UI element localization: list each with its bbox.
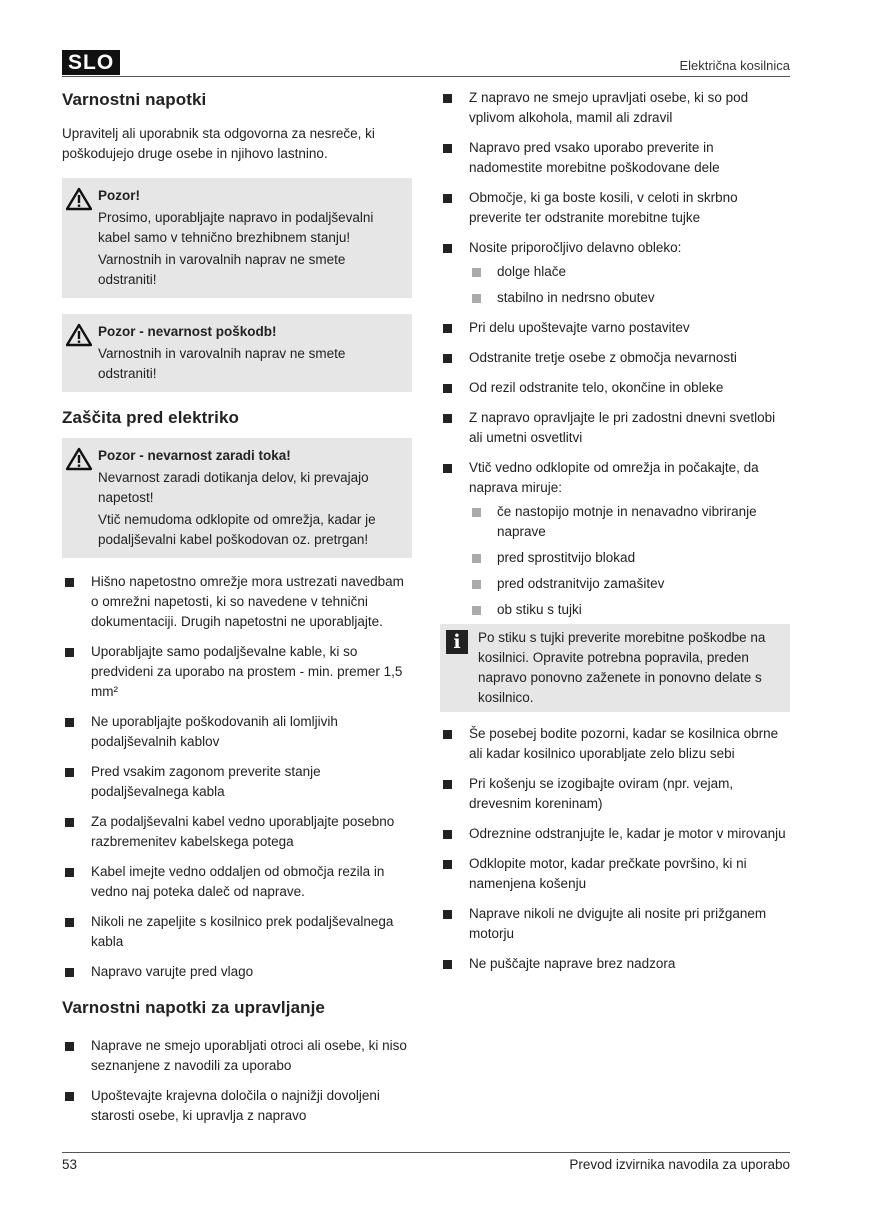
bullet-square-icon xyxy=(65,718,74,727)
list-item xyxy=(440,724,790,764)
bullet-square-icon xyxy=(443,830,452,839)
sub-list-item-text: če nastopijo motnje in nenavadno vibriranje naprave xyxy=(497,504,757,539)
list-item-text: Pred vsakim zagonom preverite stanje podaljševalnega kabla xyxy=(91,764,321,799)
bullet-square-icon xyxy=(443,960,452,969)
list-item-text: Odreznine odstranjujte le, kadar je motor v mirovanju xyxy=(469,826,786,841)
sub-list-item-text: ob stiku s tujki xyxy=(497,602,582,617)
list-item-text: Napravo pred vsako uporabo preverite in nadomestite morebitne poškodovane dele xyxy=(469,140,720,175)
operation-cautions-list xyxy=(440,724,790,974)
section-heading-electrical: Zaščita pred elektriko xyxy=(62,408,239,427)
bullet-square-icon xyxy=(65,648,74,657)
list-item xyxy=(440,88,790,128)
sub-list-item-text: pred odstranitvijo zamašitev xyxy=(497,576,665,591)
sub-list-item xyxy=(469,288,790,308)
info-text: Po stiku s tujki preverite morebitne poškodbe na kosilnici. Opravite potrebna popravila, preden napravo ponovno zaženete in ponovno delate s kosilnico. xyxy=(478,630,766,705)
list-item xyxy=(62,1036,412,1076)
bullet-square-icon xyxy=(443,464,452,473)
list-item xyxy=(62,862,412,902)
intro-text: Upravitelj ali uporabnik sta odgovorna za nesreče, ki poškodujejo druge osebe in njihovo lastnino. xyxy=(62,126,375,161)
sub-bullet-square-icon xyxy=(472,580,481,589)
list-item-text: Nosite priporočljivo delavno obleko: xyxy=(469,240,682,255)
warning-text: Prosimo, uporabljajte napravo in podaljševalni kabel samo v tehnično brezhibnem stanju! xyxy=(98,210,374,245)
list-item xyxy=(440,904,790,944)
list-item xyxy=(440,854,790,894)
list-item xyxy=(62,1086,412,1126)
bullet-square-icon xyxy=(65,918,74,927)
list-item xyxy=(62,912,412,952)
list-item xyxy=(62,712,412,752)
bullet-square-icon xyxy=(443,414,452,423)
bullet-square-icon xyxy=(443,244,452,253)
bullet-square-icon xyxy=(65,1092,74,1101)
bullet-square-icon xyxy=(65,768,74,777)
list-item-text: Od rezil odstranite telo, okončine in obleke xyxy=(469,380,724,395)
bullet-square-icon xyxy=(65,578,74,587)
bullet-square-icon xyxy=(443,194,452,203)
list-item xyxy=(440,188,790,228)
list-item-text: Odstranite tretje osebe z območja nevarnosti xyxy=(469,350,737,365)
sub-list-item xyxy=(469,548,790,568)
warning-text: Varnostnih in varovalnih naprav ne smete odstraniti! xyxy=(98,346,346,381)
clothing-sub-list xyxy=(469,262,790,308)
bullet-square-icon xyxy=(443,384,452,393)
sub-list-item xyxy=(469,502,790,542)
list-item-text: Vtič vedno odklopite od omrežja in počakajte, da naprava miruje: xyxy=(469,460,759,495)
list-item-text: Nikoli ne zapeljite s kosilnico prek podaljševalnega kabla xyxy=(91,914,394,949)
warning-triangle-icon xyxy=(66,187,92,211)
list-item-text: Pri košenju se izogibajte oviram (npr. vejam, drevesnim koreninam) xyxy=(469,776,734,811)
warning-text: Vtič nemudoma odklopite od omrežja, kadar je podaljševalni kabel poškodovan oz. pretrgan! xyxy=(98,512,376,547)
warning-box-electric xyxy=(62,438,412,558)
sub-list-item-text: pred sprostitvijo blokad xyxy=(497,550,636,565)
warning-text: Nevarnost zaradi dotikanja delov, ki prevajajo napetost! xyxy=(98,470,369,505)
list-item-text: Z napravo ne smejo upravljati osebe, ki so pod vplivom alkohola, mamil ali zdravil xyxy=(469,90,749,125)
list-item-text: Še posebej bodite pozorni, kadar se kosilnica obrne ali kadar kosilnico uporabljate zelo blizu sebi xyxy=(469,726,779,761)
list-item xyxy=(440,458,790,620)
list-item-text: Odklopite motor, kadar prečkate površino, ki ni namenjena košenju xyxy=(469,856,747,891)
list-item xyxy=(440,774,790,814)
list-item xyxy=(440,348,790,368)
list-item xyxy=(440,238,790,308)
list-item xyxy=(440,138,790,178)
sub-list-item xyxy=(469,574,790,594)
warning-box-injury xyxy=(62,314,412,392)
bullet-square-icon xyxy=(443,144,452,153)
warning-title: Pozor - nevarnost zaradi toka! xyxy=(98,448,291,463)
bullet-square-icon xyxy=(65,1042,74,1051)
section-heading-operation: Varnostni napotki za upravljanje xyxy=(62,998,325,1017)
list-item xyxy=(62,572,412,632)
sub-bullet-square-icon xyxy=(472,606,481,615)
list-item-text: Pri delu upoštevajte varno postavitev xyxy=(469,320,690,335)
warning-box-caution xyxy=(62,178,412,298)
general-bullet-list xyxy=(440,88,790,620)
warning-triangle-icon xyxy=(66,323,92,347)
sub-bullet-square-icon xyxy=(472,554,481,563)
sub-list-item xyxy=(469,262,790,282)
bullet-square-icon xyxy=(443,324,452,333)
bullet-square-icon xyxy=(443,730,452,739)
list-item-text: Z napravo opravljajte le pri zadostni dnevni svetlobi ali umetni osvetlitvi xyxy=(469,410,776,445)
footer-text: Prevod izvirnika navodila za uporabo xyxy=(569,1157,790,1172)
bullet-square-icon xyxy=(65,868,74,877)
bullet-square-icon xyxy=(443,354,452,363)
list-item-text: Območje, ki ga boste kosili, v celoti in skrbno preverite ter odstranite morebitne tujke xyxy=(469,190,738,225)
list-item xyxy=(62,812,412,852)
left-column xyxy=(62,88,412,1136)
info-box xyxy=(440,624,790,712)
list-item xyxy=(440,408,790,448)
list-item-text: Upoštevajte krajevna določila o najnižji dovoljeni starosti osebe, ki upravlja z napravo xyxy=(91,1088,380,1123)
list-item xyxy=(440,378,790,398)
list-item xyxy=(440,824,790,844)
sub-list-item-text: stabilno in nedrsno obutev xyxy=(497,290,655,305)
list-item-text: Hišno napetostno omrežje mora ustrezati navedbam o omrežni napetosti, ki so navedene v tehnični dokumentaciji. Drugih napetostni ne uporabljajte. xyxy=(91,574,404,629)
sub-list-item-text: dolge hlače xyxy=(497,264,567,279)
bullet-square-icon xyxy=(443,780,452,789)
list-item-text: Ne uporabljajte poškodovanih ali lomljivih podaljševalnih kablov xyxy=(91,714,338,749)
sub-bullet-square-icon xyxy=(472,268,481,277)
section-heading-safety: Varnostni napotki xyxy=(62,90,207,109)
list-item-text: Uporabljajte samo podaljševalne kable, ki so predvideni za uporabo na prostem - min. premer 1,5 mm² xyxy=(91,644,403,699)
electrical-bullet-list xyxy=(62,572,412,982)
list-item xyxy=(440,954,790,974)
warning-triangle-icon xyxy=(66,447,92,471)
page-footer xyxy=(62,1152,790,1177)
bullet-square-icon xyxy=(443,860,452,869)
document-title: Električna kosilnica xyxy=(679,58,790,73)
bullet-square-icon xyxy=(443,910,452,919)
sub-bullet-square-icon xyxy=(472,508,481,517)
bullet-square-icon xyxy=(65,818,74,827)
right-column xyxy=(440,88,790,984)
list-item-text: Kabel imejte vedno oddaljen od območja rezila in vedno naj poteka daleč od naprave. xyxy=(91,864,385,899)
warning-title: Pozor! xyxy=(98,188,140,203)
list-item xyxy=(62,642,412,702)
page-header xyxy=(62,50,790,77)
warning-title: Pozor - nevarnost poškodb! xyxy=(98,324,277,339)
list-item-text: Ne puščajte naprave brez nadzora xyxy=(469,956,676,971)
stop-cases-sub-list xyxy=(469,502,790,620)
bullet-square-icon xyxy=(65,968,74,977)
page-number: 53 xyxy=(62,1157,78,1172)
list-item-text: Napravo varujte pred vlago xyxy=(91,964,254,979)
sub-list-item xyxy=(469,600,790,620)
operation-bullet-list xyxy=(62,1036,412,1126)
list-item-text: Za podaljševalni kabel vedno uporabljajte posebno razbremenitev kabelskega potega xyxy=(91,814,395,849)
list-item-text: Naprave ne smejo uporabljati otroci ali osebe, ki niso seznanjene z navodili za uporabo xyxy=(91,1038,407,1073)
list-item-text: Naprave nikoli ne dvigujte ali nosite pri prižganem motorju xyxy=(469,906,767,941)
list-item xyxy=(62,962,412,982)
language-badge: SLO xyxy=(62,50,120,75)
sub-bullet-square-icon xyxy=(472,294,481,303)
warning-text: Varnostnih in varovalnih naprav ne smete odstraniti! xyxy=(98,252,346,287)
list-item xyxy=(62,762,412,802)
list-item xyxy=(440,318,790,338)
bullet-square-icon xyxy=(443,94,452,103)
info-icon: i xyxy=(446,630,468,654)
